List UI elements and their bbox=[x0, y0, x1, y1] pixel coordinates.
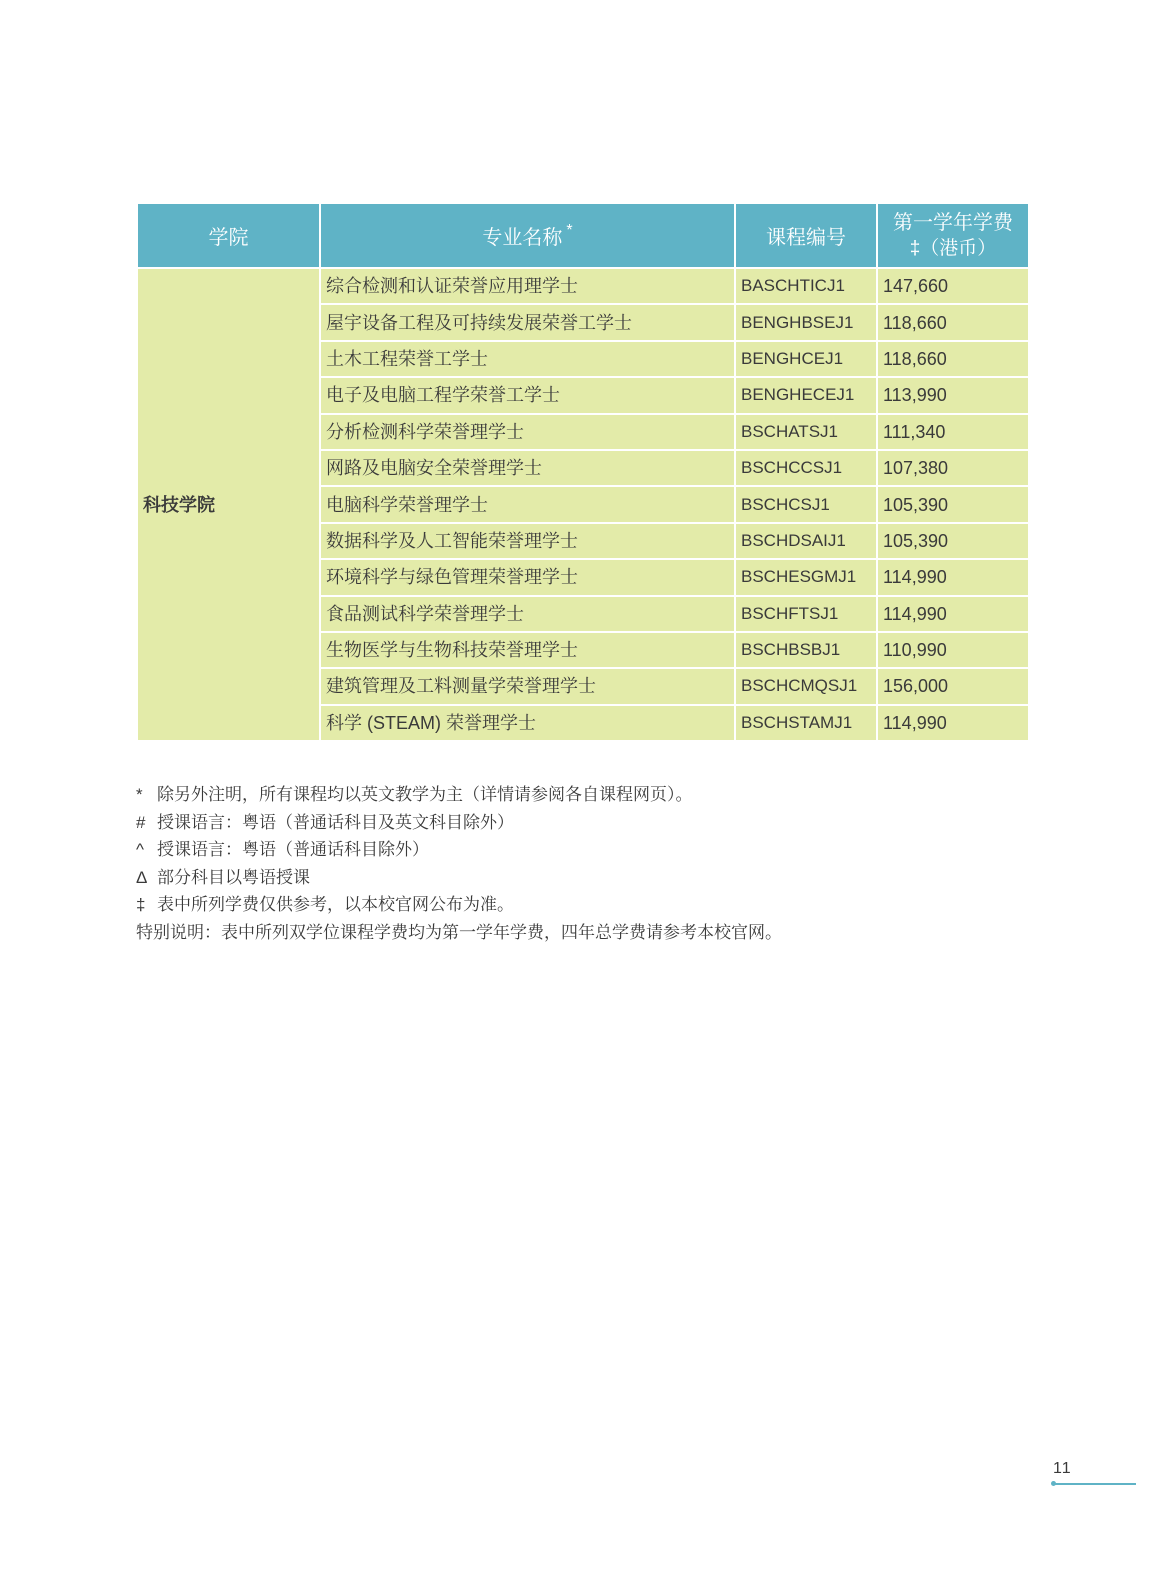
header-programme-mark: * bbox=[566, 222, 573, 239]
programme-name: 电子及电脑工程学荣誉工学士 bbox=[320, 377, 735, 413]
programme-fee: 111,340 bbox=[877, 414, 1029, 450]
tuition-fee-table bbox=[136, 202, 1030, 742]
programme-fee: 105,390 bbox=[877, 523, 1029, 559]
footnote-symbol: ‡ bbox=[136, 895, 146, 915]
footnote bbox=[136, 809, 782, 837]
programme-name: 屋宇设备工程及可持续发展荣誉工学士 bbox=[320, 304, 735, 340]
programme-name: 分析检测科学荣誉理学士 bbox=[320, 414, 735, 450]
programme-name: 数据科学及人工智能荣誉理学士 bbox=[320, 523, 735, 559]
programme-fee: 107,380 bbox=[877, 450, 1029, 486]
footnote-text: 授课语言：粤语（普通话科目及英文科目除外） bbox=[157, 812, 514, 832]
programme-code: BENGHCEJ1 bbox=[735, 341, 877, 377]
programme-fee: 118,660 bbox=[877, 304, 1029, 340]
page-rule-line bbox=[1054, 1483, 1136, 1485]
programme-name: 综合检测和认证荣誉应用理学士 bbox=[320, 268, 735, 304]
footnote-symbol: * bbox=[136, 785, 143, 804]
footnote-symbol: ^ bbox=[136, 840, 144, 860]
special-note: 特别说明：表中所列双学位课程学费均为第一学年学费，四年总学费请参考本校官网。 bbox=[136, 922, 782, 942]
header-row bbox=[137, 203, 1029, 268]
programme-name: 电脑科学荣誉理学士 bbox=[320, 486, 735, 522]
programme-code: BSCHBSBJ1 bbox=[735, 632, 877, 668]
programme-fee: 147,660 bbox=[877, 268, 1029, 304]
faculty-cell: 科技学院 bbox=[137, 268, 320, 741]
programme-code: BSCHCCSJ1 bbox=[735, 450, 877, 486]
programme-fee: 114,990 bbox=[877, 596, 1029, 632]
header-fee-line2: ‡（港币） bbox=[909, 237, 997, 259]
footnote bbox=[136, 891, 782, 919]
programme-name: 生物医学与生物科技荣誉理学士 bbox=[320, 632, 735, 668]
header-programme-label: 专业名称 bbox=[482, 227, 563, 249]
programme-code: BSCHCSJ1 bbox=[735, 486, 877, 522]
programme-fee: 114,990 bbox=[877, 559, 1029, 595]
footnote bbox=[136, 864, 782, 892]
programme-code: BASCHTICJ1 bbox=[735, 268, 877, 304]
programme-fee: 110,990 bbox=[877, 632, 1029, 668]
programme-fee: 105,390 bbox=[877, 486, 1029, 522]
footnote bbox=[136, 781, 782, 809]
header-faculty-label: 学院 bbox=[208, 227, 249, 249]
programme-code: BSCHESGMJ1 bbox=[735, 559, 877, 595]
footnote-symbol: # bbox=[136, 812, 146, 832]
footnote-text: 除另外注明，所有课程均以英文教学为主（详情请参阅各自课程网页）。 bbox=[157, 785, 693, 804]
footnotes bbox=[136, 781, 782, 947]
footnote-text: 授课语言：粤语（普通话科目除外） bbox=[157, 840, 429, 860]
table-header bbox=[137, 203, 1029, 268]
header-code bbox=[735, 203, 877, 268]
programme-name: 科学 (STEAM) 荣誉理学士 bbox=[320, 705, 735, 741]
programme-name: 食品测试科学荣誉理学士 bbox=[320, 596, 735, 632]
footnote-text: 部分科目以粤语授课 bbox=[157, 867, 310, 887]
programme-code: BSCHFTSJ1 bbox=[735, 596, 877, 632]
header-code-label: 课程编号 bbox=[766, 227, 846, 249]
programme-fee: 113,990 bbox=[877, 377, 1029, 413]
header-fee-line1: 第一学年学费 bbox=[893, 211, 1013, 234]
table-body bbox=[137, 268, 1029, 741]
footnote-symbol: Δ bbox=[136, 867, 148, 887]
header-faculty bbox=[137, 203, 320, 268]
programme-name: 环境科学与绿色管理荣誉理学士 bbox=[320, 559, 735, 595]
programme-fee: 118,660 bbox=[877, 341, 1029, 377]
programme-name: 土木工程荣誉工学士 bbox=[320, 341, 735, 377]
programme-code: BENGHECEJ1 bbox=[735, 377, 877, 413]
page-number: 11 bbox=[1053, 1460, 1072, 1477]
table-row bbox=[137, 268, 1029, 304]
programme-code: BSCHSTAMJ1 bbox=[735, 705, 877, 741]
header-programme bbox=[320, 203, 735, 268]
programme-name: 网路及电脑安全荣誉理学士 bbox=[320, 450, 735, 486]
programme-code: BENGHBSEJ1 bbox=[735, 304, 877, 340]
programme-code: BSCHDSAIJ1 bbox=[735, 523, 877, 559]
footnote bbox=[136, 836, 782, 864]
programme-name: 建筑管理及工料测量学荣誉理学士 bbox=[320, 668, 735, 704]
programme-code: BSCHCMQSJ1 bbox=[735, 668, 877, 704]
footnote-text: 表中所列学费仅供参考，以本校官网公布为准。 bbox=[157, 895, 514, 915]
programme-fee: 114,990 bbox=[877, 705, 1029, 741]
header-fee bbox=[877, 203, 1029, 268]
programme-fee: 156,000 bbox=[877, 668, 1029, 704]
programme-code: BSCHATSJ1 bbox=[735, 414, 877, 450]
